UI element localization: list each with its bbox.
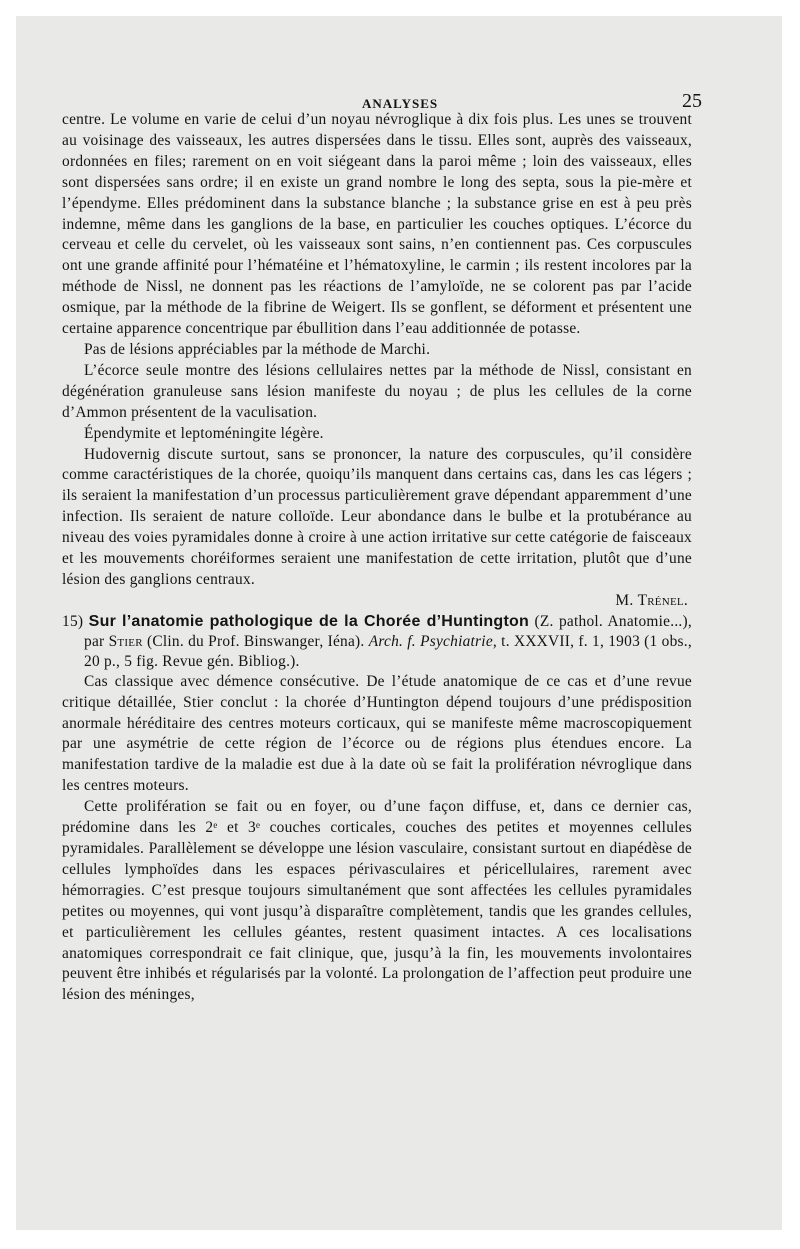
paragraph: Hudovernig discute surtout, sans se prononcer, la nature des corpuscules, qu’il considère comme caractéristiques de la chorée, quoiqu’ils manquent dans certains cas, dans les cas légers ; ils seraient la manifestation d’un processus particulièrement grave dépendant apparemment d’une infection. Ils seraient de nature colloïde. Leur abondance dans le bulbe et la protubérance au niveau des voies pyramidales donne à croire à une action irritative sur cette catégorie de faisceaux et les mouvements choréiformes seraient une manifestation de cette irritation, plutôt que d’une lésion des ganglions centraux. [62, 445, 692, 588]
article-reference: (Z. pathol. Anatomie...), par [84, 612, 692, 650]
signature-initial: M. [615, 591, 634, 609]
running-head: ANALYSES [362, 96, 439, 111]
page-body [62, 110, 692, 1006]
paragraph: Cette prolifération se fait ou en foyer, ou d’une façon diffuse, et, dans ce dernier cas, prédomine dans les 2ᵉ et 3ᵉ couches corticales, couches des petites et moyennes cellules pyramidales. Parallèlement se développe une lésion vasculaire, consistant surtout en diapédèse de cellules lymphoïdes dans les espaces périvasculaires et péricellulaires, rarement avec hémorragies. C’est presque toujours simultanément que sont affectées les cellules pyramidales petites ou moyennes, qui vont jusqu’à disparaître complètement, tandis que les grandes cellules, et particulièrement les cellules géantes, restent quasiment intactes. A ces localisations anatomiques correspondrait ce fait clinique, que, jusqu’à la fin, les mouvements involontaires peuvent être inhibés et régularisés par la volonté. La prolongation de l’affection peut produire une lésion des méninges, [62, 798, 692, 1004]
signature-name: Trénel. [637, 591, 688, 609]
article-clinic: (Clin. du Prof. Binswanger, Iéna). [146, 632, 365, 650]
article-number: 15) [62, 612, 84, 630]
paragraph: Épendymite et leptoméningite légère. [84, 424, 324, 442]
journal-name: Arch. f. Psychiatrie [368, 632, 493, 650]
page-number: 25 [682, 90, 702, 112]
paragraph: L’écorce seule montre des lésions cellulaires nettes par la méthode de Nissl, consistant en dégénération granuleuse sans lésion manifeste du noyau ; de plus les cellules de la corne d’Ammon présentent de la vaculisation. [62, 361, 692, 421]
article-heading [62, 612, 692, 672]
paragraph: Pas de lésions appréciables par la méthode de Marchi. [84, 340, 431, 358]
paragraph: centre. Le volume en varie de celui d’un noyau névroglique à dix fois plus. Les unes se trouvent au voisinage des vaisseaux, les autres dispersées dans le tissu. Elles sont, auprès des vaisseaux, ordonnées en files; rarement on en voit siégeant dans la paroi même ; loin des vaisseaux, elles sont dispersées sans ordre; il en existe un grand nombre le long des septa, sous la pie-mère et l’épendyme. Elles prédominent dans la substance blanche ; la substance grise en est à peu près indemne, même dans les ganglions de la base, en particulier les couches optiques. L’écorce du cerveau et celle du cervelet, où les vaisseaux sont sains, n’en contiennent pas. Ces corpuscules ont une grande affinité pour l’hématéine et l’hématoxyline, le carmin ; ils restent incolores par la méthode de Nissl, ne donnent pas les réactions de l’amyloïde, ne se colorent pas par l’acide osmique, par la méthode de la fibrine de Weigert. Ils se gonflent, se déforment et présentent une certaine apparence concentrique par ébullition dans l’eau additionnée de potasse. [62, 111, 692, 338]
article-author: Stier [108, 632, 143, 650]
reviewer-signature [62, 591, 692, 612]
article-citation: , t. XXXVII, f. 1, 1903 (1 obs., 20 p., 5 fig. Revue gén. Bibliog.). [84, 632, 692, 670]
article-title: Sur l’anatomie pathologique de la Chorée d’Huntington [88, 612, 530, 630]
paragraph: Cas classique avec démence consécutive. De l’étude anatomique de ce cas et d’une revue critique détaillée, Stier conclut : la chorée d’Huntington dépend toujours d’une prédisposition anormale héréditaire des centres moteurs corticaux, qui se manifeste même macroscopiquement par une asymétrie de cette région de l’écorce ou de régions plus étendues encore. La manifestation tardive de la maladie est due à la date où se fait la prolifération névroglique dans les centres moteurs. [62, 672, 692, 795]
